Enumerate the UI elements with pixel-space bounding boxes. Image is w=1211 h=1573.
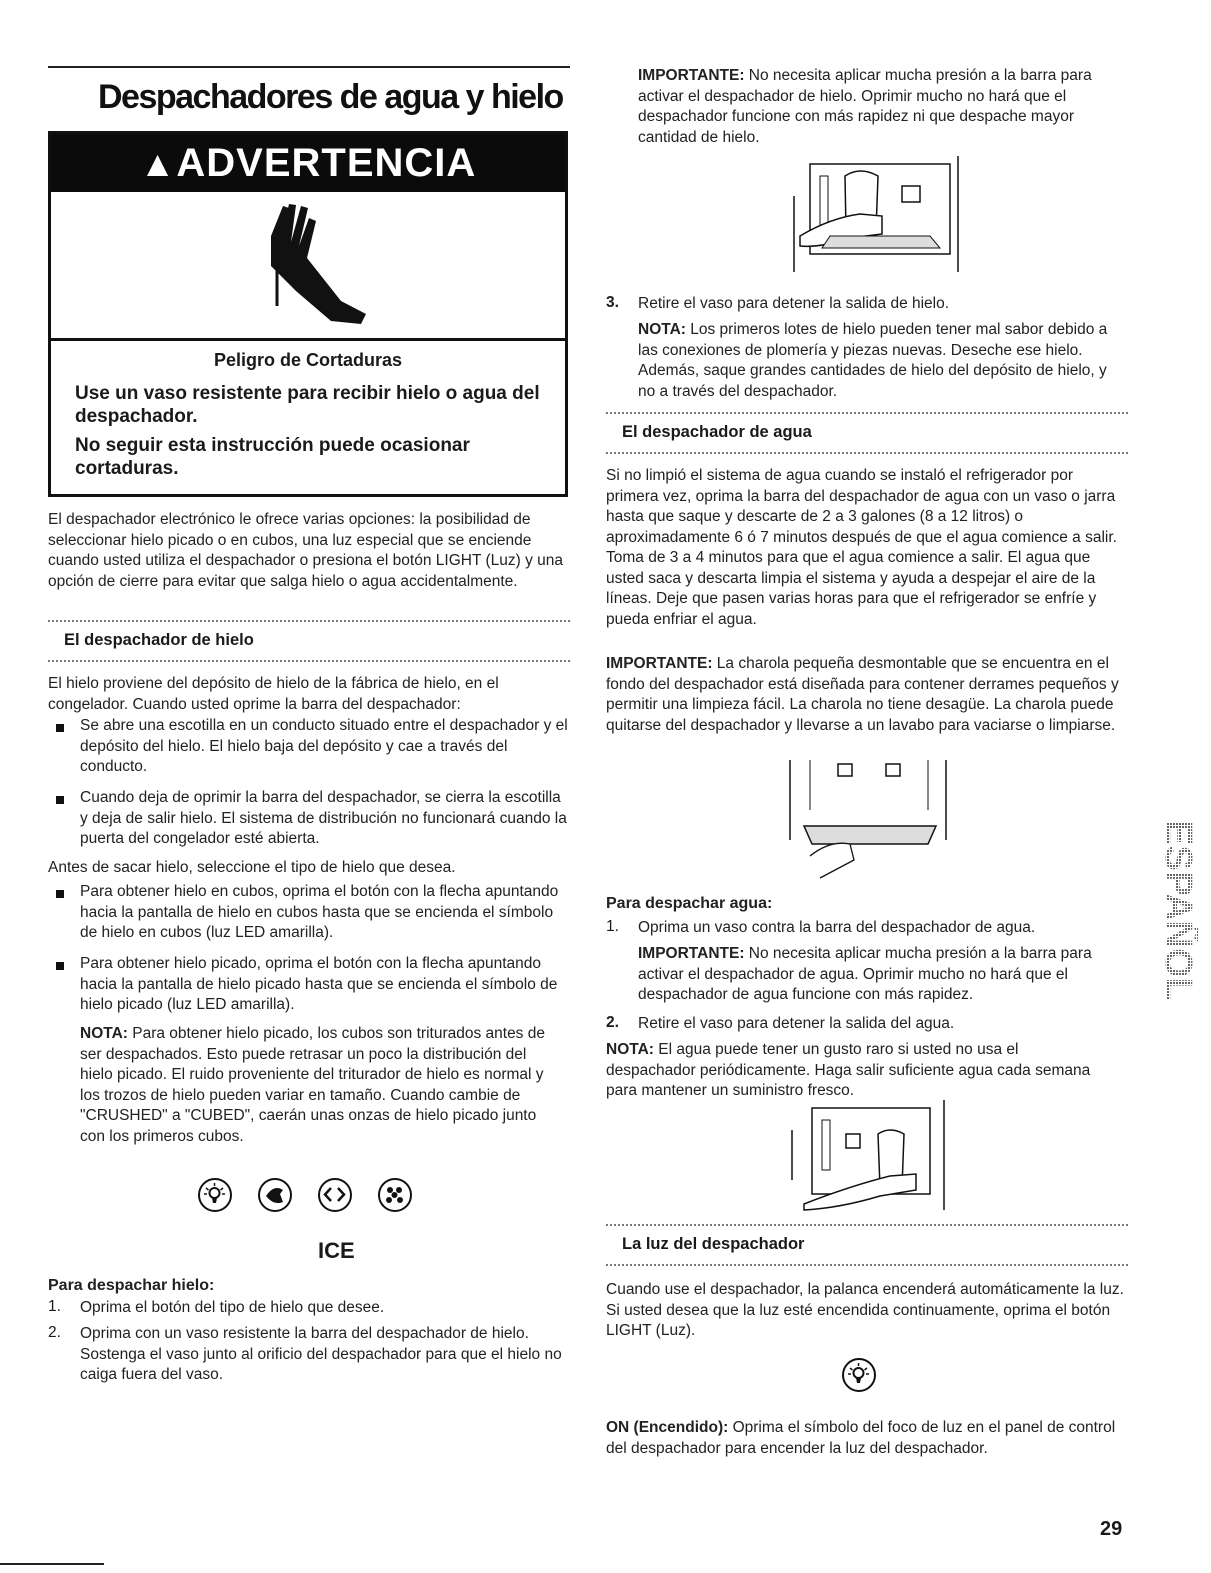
note-text: Para obtener hielo picado, los cubos son triturados antes de ser despachados. Esto puede retrasar un poco la distribución del hielo picado. El ruido proveniente del triturador de hielo es normal y los trozos de hielo pueden variar en tamaño. Cuando cambie de "CRUSHED" a "CUBED", caerán unas onzas de hielo picado junto con los primeros cubos. bbox=[80, 1025, 545, 1145]
ice-step-3: Retire el vaso para detener la salida de hielo. bbox=[638, 295, 950, 312]
on-text: Oprima el símbolo del foco de luz en el panel de control del despachador para encender la luz del despachador. bbox=[606, 1419, 1116, 1457]
intro-paragraph: El despachador electrónico le ofrece varias opciones: la posibilidad de seleccionar hielo picado o en cubos, una luz especial que se enciende cuando usted utiliza el despachador o presiona el botón LIGHT (Luz) y una opción de cierre para evitar que salga hielo o agua accidentalmente. bbox=[48, 511, 563, 590]
bullet-marker bbox=[56, 796, 64, 804]
warning-box bbox=[48, 131, 568, 497]
ice-step-2: Oprima con un vaso resistente la barra del despachador de hielo. Sostenga el vaso junto al orificio del despachador para que el hielo no caiga fuera del vaso. bbox=[80, 1325, 562, 1383]
side-tab-text: ESPAÑOL bbox=[1157, 820, 1198, 1001]
water-section-heading: El despachador de agua bbox=[622, 423, 812, 441]
light-on-instructions bbox=[606, 1418, 1128, 1459]
water-step-2: Retire el vaso para detener la salida del agua. bbox=[638, 1015, 955, 1032]
language-side-tab bbox=[1156, 818, 1198, 1050]
light-section-heading: La luz del despachador bbox=[622, 1235, 805, 1253]
light-bulb-icon bbox=[842, 1358, 876, 1392]
ice-panel-label: ICE bbox=[318, 1238, 355, 1263]
water-step-1: Oprima un vaso contra la barra del despachador de agua. bbox=[638, 919, 1036, 936]
warning-triangle-icon: ▲ bbox=[139, 143, 177, 184]
page-number: 29 bbox=[1100, 1518, 1123, 1540]
bullet-marker bbox=[56, 724, 64, 732]
step-number: 3. bbox=[606, 294, 619, 311]
arrows-icon bbox=[318, 1178, 352, 1212]
water-note bbox=[606, 1040, 1106, 1102]
important-text: No necesita aplicar mucha presión a la barra para activar el despachador de hielo. Oprimir mucho no hará que el despachador funcione con más rapidez ni que despache mayor cantidad de hielo. bbox=[638, 67, 1092, 146]
on-label: ON (Encendido): bbox=[606, 1419, 729, 1436]
ice-bullet-4: Para obtener hielo picado, oprima el botón con la flecha apuntando hacia la pantalla de hielo picado hasta que se encienda el símbolo de hielo picado (luz LED amarilla). bbox=[80, 955, 558, 1013]
water-important bbox=[606, 654, 1128, 736]
warning-divider bbox=[51, 338, 565, 341]
bottom-rule bbox=[0, 1563, 104, 1565]
note-text: Los primeros lotes de hielo pueden tener mal sabor debido a las conexiones de plomería y piezas nuevas. Deseche ese hielo. Además, saque grandes cantidades de hielo del depósito de hielo, y no a través del despachador. bbox=[638, 321, 1108, 400]
water-important-2 bbox=[638, 944, 1098, 1006]
note-text: El agua puede tener un gusto raro si usted no usa el despachador periódicamente. Haga salir suficiente agua cada semana para mantener un suministro fresco. bbox=[606, 1041, 1091, 1099]
warning-heading: Peligro de Cortaduras bbox=[213, 350, 403, 370]
note-label: NOTA: bbox=[80, 1025, 128, 1042]
ice-bullet-3: Para obtener hielo en cubos, oprima el botón con la flecha apuntando hacia la pantalla de hielo en cubos hasta que se encienda el símbolo de hielo en cubos (luz LED amarilla). bbox=[80, 883, 559, 941]
ice-para-1: El hielo proviene del depósito de hielo de la fábrica de hielo, en el congelador. Cuando usted oprime la barra del despachador: bbox=[48, 675, 499, 713]
ice-dispenser-illustration bbox=[790, 156, 965, 274]
crushed-ice-icon bbox=[378, 1178, 412, 1212]
bullet-marker bbox=[56, 962, 64, 970]
important-label: IMPORTANTE: bbox=[606, 655, 713, 672]
step-number: 1. bbox=[606, 918, 619, 935]
warning-line-2: No seguir esta instrucción puede ocasionar cortaduras. bbox=[75, 435, 470, 479]
drip-tray-illustration bbox=[780, 760, 960, 886]
ice-para-2: Antes de sacar hielo, seleccione el tipo de hielo que desea. bbox=[48, 859, 456, 876]
step-number: 2. bbox=[606, 1014, 619, 1031]
lock-icon bbox=[258, 1178, 292, 1212]
ice-bullet-1: Se abre una escotilla en un conducto situado entre el despachador y el depósito del hielo. El hielo baja del depósito y cae a través del conducto. bbox=[80, 717, 568, 775]
ice-section-header bbox=[48, 620, 570, 662]
ice-step-1: Oprima el botón del tipo de hielo que desee. bbox=[80, 1299, 385, 1316]
warning-line-1: Use un vaso resistente para recibir hielo o agua del despachador. bbox=[75, 383, 540, 427]
ice-bullet-2: Cuando deja de oprimir la barra del despachador, se cierra la escotilla y deja de salir hielo. El sistema de distribución no funcionará cuando la puerta del congelador esté abierta. bbox=[80, 789, 567, 847]
warning-banner bbox=[51, 134, 565, 192]
important-text: La charola pequeña desmontable que se encuentra en el fondo del despachador está diseñada para contener derrames pequeños y permitir una limpieza fácil. La charola no tiene desagüe. La charola puede quitarse del despachador y llevarse a un lavabo para vaciarse o limpiarse. bbox=[606, 655, 1119, 734]
top-rule bbox=[48, 66, 570, 68]
warning-banner-text: ADVERTENCIA bbox=[176, 141, 477, 185]
note-label: NOTA: bbox=[606, 1041, 654, 1058]
important-text: No necesita aplicar mucha presión a la barra para activar el despachador de agua. Oprimir mucho no hará que el despachador de agua funcione con más rapidez. bbox=[638, 945, 1092, 1003]
important-label: IMPORTANTE: bbox=[638, 945, 745, 962]
ice-section-heading: El despachador de hielo bbox=[64, 631, 254, 649]
ice-note bbox=[80, 1024, 558, 1147]
important-label: IMPORTANTE: bbox=[638, 67, 745, 84]
water-section-header bbox=[606, 412, 1128, 454]
step-number: 2. bbox=[48, 1324, 61, 1341]
water-para-1: Si no limpió el sistema de agua cuando se instaló el refrigerador por primera vez, oprima la barra del despachador de agua con un vaso o jarra hasta que saque y descarte de 2 a 3 galones (8 a 12 litros) o aproximadamente 6 ó 7 minutos después de que el agua comience a salir. Toma de 3 a 4 minutos para que el agua comience a salir. El agua que usted saca y descarta limpia el sistema y ayuda a despejar el aire de la líneas. Deje que pasen varias horas para que el refrigerador se enfríe y pueda enfriar el agua. bbox=[606, 467, 1117, 628]
step-number: 1. bbox=[48, 1298, 61, 1315]
ice-note-2 bbox=[638, 320, 1128, 402]
cut-hand-icon bbox=[241, 196, 381, 334]
light-bulb-icon bbox=[198, 1178, 232, 1212]
bullet-marker bbox=[56, 890, 64, 898]
ice-important bbox=[638, 66, 1128, 148]
dispense-water-heading: Para despachar agua: bbox=[606, 895, 773, 912]
page-title: Despachadores de agua y hielo bbox=[98, 78, 563, 116]
note-label: NOTA: bbox=[638, 321, 686, 338]
light-para: Cuando use el despachador, la palanca encenderá automáticamente la luz. Si usted desea que la luz esté encendida continuamente, oprima el botón LIGHT (Luz). bbox=[606, 1281, 1124, 1339]
light-section-header bbox=[606, 1224, 1128, 1266]
water-dispenser-illustration bbox=[790, 1100, 955, 1212]
dispense-ice-heading: Para despachar hielo: bbox=[48, 1277, 215, 1294]
